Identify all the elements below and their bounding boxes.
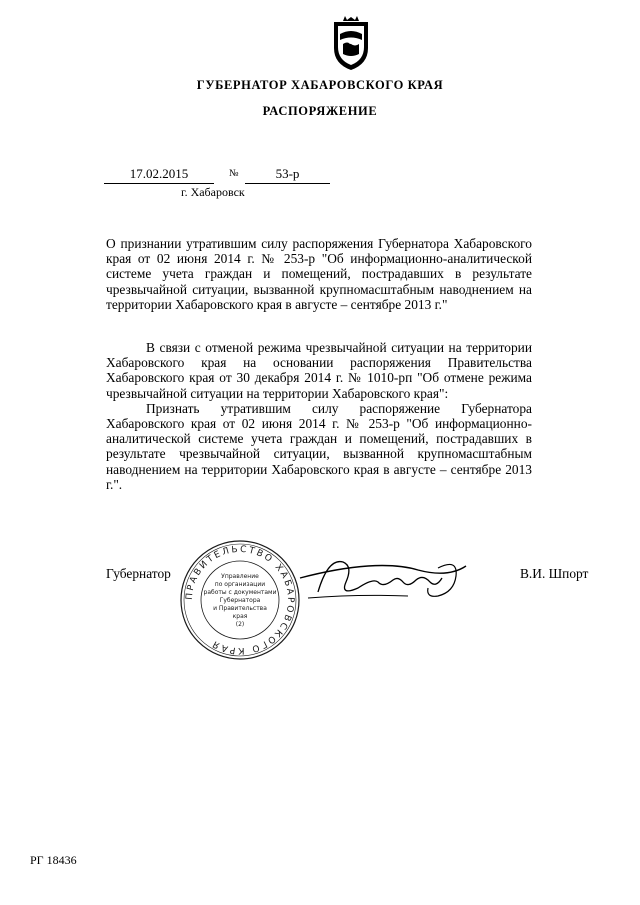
signatory-name: В.И. Шпорт	[520, 566, 589, 581]
stamp-line: Губернатора	[219, 597, 261, 604]
official-stamp	[178, 538, 302, 662]
coat-of-arms-icon	[329, 14, 373, 72]
stamp-line: (2)	[235, 621, 245, 628]
document-author: ГУБЕРНАТОР ХАБАРОВСКОГО КРАЯ	[196, 78, 444, 92]
document-city: г. Хабаровск	[181, 185, 245, 199]
stamp-line: Управление	[221, 573, 259, 580]
document-number: 53-р	[245, 166, 330, 184]
registration-number: РГ 18436	[30, 853, 77, 867]
body-paragraph-2: Признать утратившим силу распоряжение Губернатора Хабаровского края от 02 июня 2014 г. № 253-р "Об информационно-аналитической системе учета граждан и помещений, пострадавших в результате чрезвычайной ситуации, вызванной крупномасштабным наводнением на территории Хабаровского края в августе – сентябре 2013 г.".	[106, 400, 532, 492]
signatory-title: Губернатор	[106, 566, 171, 581]
body-paragraph-1: В связи с отменой режима чрезвычайной ситуации на территории Хабаровского края на основании распоряжения Правительства Хабаровского края от 30 декабря 2014 г. № 1010-рп "Об отмене режима чрезвычайной ситуации на территории Хабаровского края":	[106, 340, 532, 401]
stamp-line: по организации	[214, 581, 266, 588]
handwritten-signature	[298, 548, 468, 608]
stamp-line: работы с документами	[203, 589, 277, 596]
stamp-line: края	[232, 613, 248, 620]
document-type: РАСПОРЯЖЕНИЕ	[262, 104, 378, 118]
document-subject: О признании утратившим силу распоряжения Губернатора Хабаровского края от 02 июня 2014 г. № 253-р "Об информационно-аналитической системе учета граждан и помещений, пострадавших в результате чрезвычайной ситуации, вызванной крупномасштабным наводнением на территории Хабаровского края в августе – сентябре 2013 г."	[106, 236, 532, 312]
number-sign: №	[229, 168, 239, 179]
document-body	[106, 340, 532, 492]
stamp-ring-text: ПРАВИТЕЛЬСТВО ХАБАРОВСКОГО КРАЯ	[184, 544, 296, 656]
document-date: 17.02.2015	[104, 166, 214, 184]
stamp-line: и Правительства	[213, 605, 267, 612]
